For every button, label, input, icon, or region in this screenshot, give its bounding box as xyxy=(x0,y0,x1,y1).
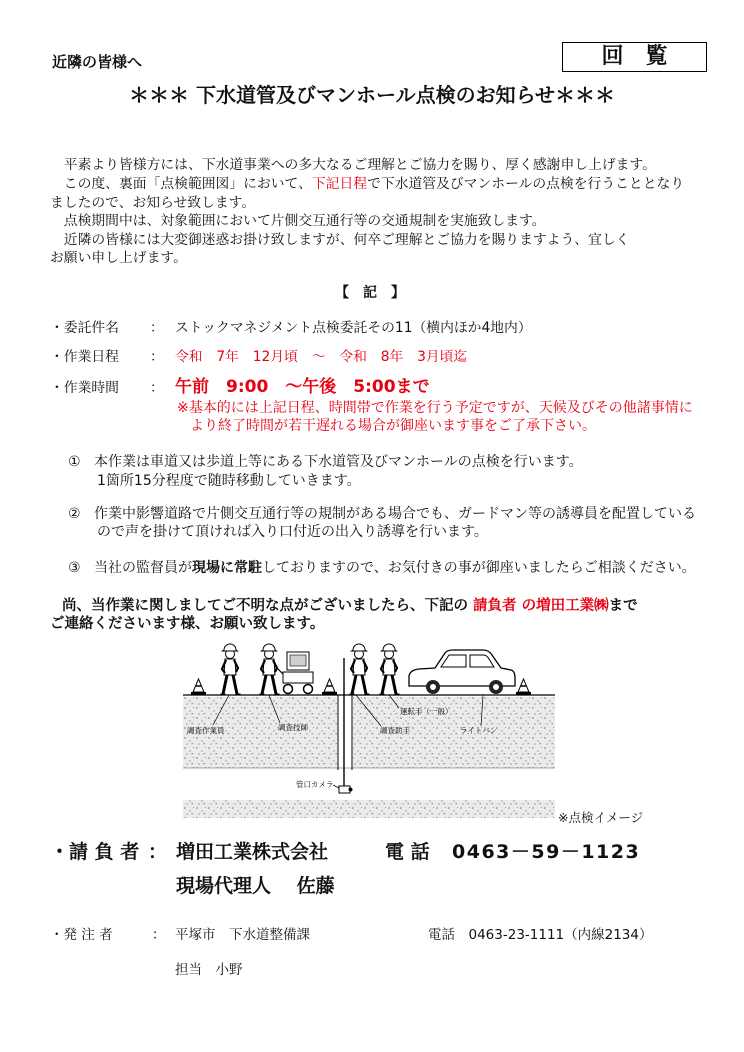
contractor-separator: ： xyxy=(148,841,168,863)
intro-line-2 xyxy=(50,174,684,194)
monitor-cart xyxy=(277,652,313,694)
point-3-emphasis: 現場に常駐 xyxy=(192,560,262,576)
contact-line-2: ご連絡くださいます様、お願い致します。 xyxy=(50,616,325,632)
cone-base xyxy=(322,692,337,695)
traffic-cone-left xyxy=(191,679,206,695)
worker-figure xyxy=(221,644,241,695)
cart-handle xyxy=(277,668,283,674)
point-1-line-2: 1箇所15分程度で随時移動していきます。 xyxy=(97,473,361,489)
point-3-before: 当社の監督員が xyxy=(94,560,192,576)
label-van: ライトバン xyxy=(460,726,498,735)
page-title: ＊＊＊ 下水道管及びマンホール点検のお知らせ＊＊＊ xyxy=(129,83,615,107)
hours-label: ・作業時間 xyxy=(50,380,119,396)
contact-after: まで xyxy=(608,598,638,614)
point-3-marker: ③ xyxy=(68,560,81,576)
schedule-highlight: 下記日程 xyxy=(311,176,368,192)
intro-line-2-after: で下水道管及びマンホールの点検を行うこととなり xyxy=(367,176,685,192)
label-technician: 調査技師 xyxy=(278,723,308,732)
commission-separator: ： xyxy=(150,320,164,336)
label-assistant: 調査助手 xyxy=(380,726,410,735)
client-phone: 電話 0463-23-1111（内線2134） xyxy=(428,927,653,943)
contractor-agent: 現場代理人 佐藤 xyxy=(176,875,335,897)
circulation-box: 回 覧 xyxy=(562,42,707,72)
inspection-illustration xyxy=(183,636,555,826)
van-hub-rear xyxy=(493,684,499,690)
commission-label: ・委託件名 xyxy=(50,320,119,336)
cart-wheel xyxy=(304,685,313,694)
hours-separator: ： xyxy=(150,380,164,396)
contractor-phone: 0463－59－1123 xyxy=(452,841,641,863)
van xyxy=(409,650,515,694)
client-person: 担当 小野 xyxy=(175,962,243,978)
commission-value: ストックマネジメント点検委託その11（横内ほか4地内） xyxy=(175,320,532,336)
point-2-line-2: ので声を掛けて頂ければ入り口付近の出入り誘導を行います。 xyxy=(97,524,488,540)
traffic-cone-middle xyxy=(322,679,337,695)
intro-line-3: ましたので、お知らせ致します。 xyxy=(50,195,256,211)
assistant-figure xyxy=(350,644,370,695)
technician-figure xyxy=(260,644,280,695)
intro-line-5: 近隣の皆様には大変御迷惑お掛け致しますが、何卒ご理解とご協力を賜りますよう、宜しく xyxy=(50,232,630,248)
monitor-screen xyxy=(290,655,306,666)
contractor-phone-label: 電 話 xyxy=(385,841,430,863)
client-label: ・発 注 者 xyxy=(50,927,113,943)
hours-value: 午前 9:00 ～午後 5:00まで xyxy=(175,377,430,397)
cart-body xyxy=(283,672,313,683)
point-3-line xyxy=(94,558,696,578)
van-hub-front xyxy=(430,684,436,690)
label-camera: 管口カメラ xyxy=(296,780,334,789)
contractor-company: 増田工業株式会社 xyxy=(176,841,329,863)
intro-line-1: 平素より皆様方には、下水道事業への多大なるご理解とご協力を賜り、厚く感謝申し上げます。 xyxy=(50,157,656,173)
driver-figure xyxy=(380,644,400,695)
cone-base xyxy=(191,692,206,695)
cone-base xyxy=(516,692,531,695)
point-2-marker: ② xyxy=(68,506,81,522)
point-3-after: しておりますので、お気付きの事が御座いましたらご相談ください。 xyxy=(262,560,696,576)
contact-line-1 xyxy=(62,596,638,616)
label-worker: 調査作業員 xyxy=(187,726,225,735)
recipient-line: 近隣の皆様へ xyxy=(52,53,143,71)
client-separator: ： xyxy=(152,927,166,943)
pipe-camera xyxy=(339,786,353,793)
pipe-bed xyxy=(183,800,555,818)
schedule-separator: ： xyxy=(150,349,164,365)
client-department: 平塚市 下水道整備課 xyxy=(175,927,310,943)
leader-camera xyxy=(333,785,339,788)
point-1-line-1: 本作業は車道又は歩道上等にある下水道管及びマンホールの点検を行います。 xyxy=(94,454,583,470)
schedule-note-line-2: より終了時間が若干遅れる場合が御座います事をご了承下さい。 xyxy=(190,418,596,434)
point-2-line-1: 作業中影響道路で片側交互通行等の規制がある場合でも、ガードマン等の誘導員を配置している xyxy=(94,506,696,522)
camera-lens xyxy=(349,788,353,792)
intro-line-4: 点検期間中は、対象範囲において片側交互通行等の交通規制を実施致します。 xyxy=(50,213,546,229)
label-driver: 運転手（一般） xyxy=(400,707,453,716)
traffic-cone-right xyxy=(516,679,531,695)
intro-line-2-before: この度、裏面「点検範囲図」において、 xyxy=(50,176,312,192)
illustration-caption: ※点検イメージ xyxy=(558,810,644,825)
contractor-label: ・請 負 者 xyxy=(50,841,140,863)
contact-before: 尚、当作業に関しましてご不明な点がございましたら、下記の xyxy=(62,598,474,614)
camera-body xyxy=(339,786,350,793)
schedule-note-line-1: ※基本的には上記日程、時間帯で作業を行う予定ですが、天候及びその他諸事情に xyxy=(177,400,693,416)
point-1-marker: ① xyxy=(68,454,81,470)
details-heading: 【 記 】 xyxy=(335,285,405,301)
cart-wheel xyxy=(284,685,293,694)
intro-line-6: お願い申し上げます。 xyxy=(50,250,187,266)
schedule-label: ・作業日程 xyxy=(50,349,119,365)
contractor-highlight: 請負者 の増田工業㈱ xyxy=(473,598,609,614)
schedule-value: 令和 7年 12月頃 ～ 令和 8年 3月頃迄 xyxy=(175,349,468,365)
